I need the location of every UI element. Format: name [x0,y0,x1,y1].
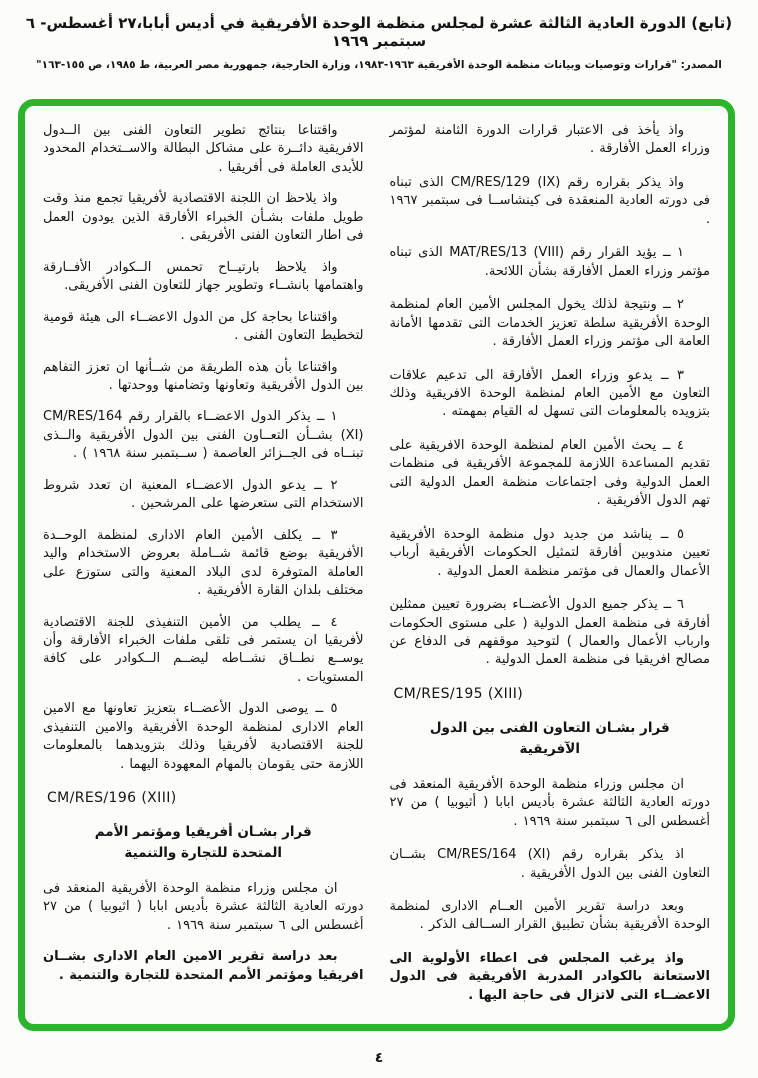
paragraph: ٥ ــ يناشد من جديد دول منظمة الوحدة الأفريقية تعيين مندوبين أفارقة لتمثيل الحكومات الأفريقية أرباب الأعمال والعمال فى مؤتمر منظمة العمل الدولية . [389,526,710,579]
column-left [43,122,364,1014]
resolution-title: قرار بشـان التعاون الفنى بين الدول الآفريقية [429,719,670,757]
paragraph: ٥ ــ يوصى الدول الأعضــاء بتعزيز تعاونها مع الامين العام الادارى لمنظمة الوحدة الأفريقية والامين التنفيذى للجنة الاقتصادية لأفريقيا وذلك بتزويدهما بالمعلومات اللازمة حتى يقومان بالمهام المعهودة اليهما . [43,701,364,772]
paragraph: اذ يذكر بقراره رقم CM/RES/164 (XI) بشــان التعاون الفنى بين الدول الأفريقية . [389,847,710,881]
paragraph: ٣ ــ يدعو وزراء العمل الأفارقة الى تدعيم علاقات التعاون مع الأمين العام لمنظمة الوحدة الافريقية وذلك بتزويده بالمعلومات التى تسهل له القيام بمهمته . [389,367,710,420]
paragraph: ١ ــ يذكر الدول الاعضــاء بالقرار رقم CM/RES/164 (XI) بشــأن التعــاون الفنى بين الدول الأفريقية والــذى تبنــاه فى الجــزائر العاصمة ( ســبتمبر سنة ١٩٦٨ ) . [43,409,364,462]
document-frame [18,99,735,1031]
paragraph: واذ يأخذ فى الاعتبار قرارات الدورة الثامنة لمؤتمر وزراء العمل الأفارقة . [389,123,710,157]
resolution-ref: CM/RES/196 (XIII) [47,790,177,807]
page-number: ٤ [374,1050,384,1066]
paragraph: وبعد دراسة تقرير الأمين العــام الادارى لمنظمة الوحدة الأفريقية بشأن تطبيق القرار الســالف الذكر . [389,898,710,933]
two-column-layout [43,122,710,1014]
paragraph: واذ يذكر بقراره رقم CM/RES/129 (IX) الذى تبناه فى دورته العادية المنعقدة فى كينشاســا فى سبتمبر ١٩٦٧ . [389,174,710,227]
resolution-ref: CM/RES/195 (XIII) [393,685,524,702]
paragraph: واقتناعا بنتائج تطوير التعاون الفنى بين الــدول الافريقية دائــرة على مشاكل البطالة والاســتخدام المحدود للأيدى العاملة فى أفريقيا . [43,123,364,175]
resolution-title: قرار بشـان أفريقيا ومؤتمر الأمم المتحدة للتجارة والتنمية [94,824,312,862]
paragraph: ٤ ــ يحث الأمين العام لمنظمة الوحدة الافريقية على تقديم المساعدة اللازمة للمجموعة الأفريقية فى منظمات العمل الدولية وفى اجتماعات منظمة العمل الدولية التى تهم الدول الأفريقية . [389,437,710,509]
session-title: (تابع) الدورة العادية الثالثة عشرة لمجلس منظمة الوحدة الأفريقية في أديس أبابا،٢٧ أغسطس- ٦ سبتمبر ١٩٦٩ [25,14,733,50]
paragraph: واذ يرغب المجلس فى اعطاء الأولوية الى الاستعانة بالكوادر المدربة الأفريقية فى الدول الاعضــاء التى لاتزال فى حاجة اليها . [389,950,710,1003]
paragraph: واقتناعا بحاجة كل من الدول الاعضــاء الى هيئة قومية لتخطيط التعاون الفنى . [43,309,364,344]
paragraph: ١ ــ يؤيد القرار رقم MAT/RES/13 (VIII) الذى تبناه مؤتمر وزراء العمل الأفارقة بشأن اللائحة. [389,245,710,279]
paragraph: ٢ ــ ونتيجة لذلك يخول المجلس الأمين العام لمنظمة الوحدة الأفريقية سلطة تعزيز الخدمات التى تقدمها الأمانة العامة الى مؤتمر وزراء العمل الأفارقة . [389,297,710,350]
paragraph: ان مجلس وزراء منظمة الوحدة الأفريقية المنعقد فى دورته العادية الثالثة عشرة بأديس ابابا ( أثيوبيا ) من ٢٧ أغسطس الى ٦ سبتمبر سنة ١٩٦٩ . [389,776,710,829]
paragraph: واذ يلاحظ بارتيــاح تحمس الــكوادر الأفــارقة واهتمامها بانشــاء وتطوير جهاز للتعاون الفنى الأفريقى. [43,259,364,294]
paragraph: ٣ ــ يكلف الأمين العام الادارى لمنظمة الوحــدة الأفريقية بوضع قائمة شــاملة بعروض الاستخدام واليد العاملة المتوفرة لدى البلاد المعنية والتى ستوزع على مختلف بلدان القارة الأفريقية . [43,527,364,599]
column-right [390,122,711,1014]
paragraph: ان مجلس وزراء منظمة الوحدة الأفريقية المنعقد فى دورته العادية الثالثة عشرة بأديس ابابا ( اثيوبيا ) من ٢٧ أغسطس الى ٦ سبتمبر سنة ١٩٦٩ . [43,880,364,933]
source-citation: المصدر: "قرارات وتوصيات وبيانات منظمة الوحدة الأفريقية ١٩٦٣-١٩٨٣، وزارة الخارجية، جمهورية مصر العربية، ط ١٩٨٥، ص ١٥٥-١٦٣" [36,59,722,71]
paragraph: ٢ ــ يدعو الدول الاعضــاء المعنية ان تعدد شروط الاستخدام التى ستعرضها على المرشحين . [43,477,364,512]
paragraph: ٦ ــ يذكر جميع الدول الأعضــاء بضرورة تعيين ممثلين أفارقة فى منظمة العمل الدولية ( على مستوى الحكومات وارباب الأعمال والعمال ) لتوحيد موقفهم فى الدفاع عن مصالح افريقيا فى منظمة العمل الدولية . [389,597,710,668]
paragraph: واقتناعا بأن هذه الطريقة من شــأنها ان تعزز التفاهم بين الدول الأفريقية وتعاونها وتضامنها ووحدتها . [43,359,364,393]
paragraph: بعد دراسة تقرير الامين العام الادارى بشــان افريقيا ومؤتمر الأمم المتحدة للتجارة والتنمية . [43,949,364,983]
paragraph: ٤ ــ يطلب من الأمين التنفيذى للجنة الاقتصادية لأفريقيا ان يستمر فى تلقى ملفات الخبراء الأفارقة وأن يوســع نطــاق نشــاطه ليضــم الــكوادر على كافة المستويات . [43,614,364,685]
paragraph: واذ يلاحظ ان اللجنة الاقتصادية لأفريقيا تجمع منذ وقت طويل ملفات بشـأن الخبراء الأفارقة الذين يودون العمل فى اطار التعاون الفنى الأفريقى . [43,191,364,244]
page-header [0,14,758,71]
